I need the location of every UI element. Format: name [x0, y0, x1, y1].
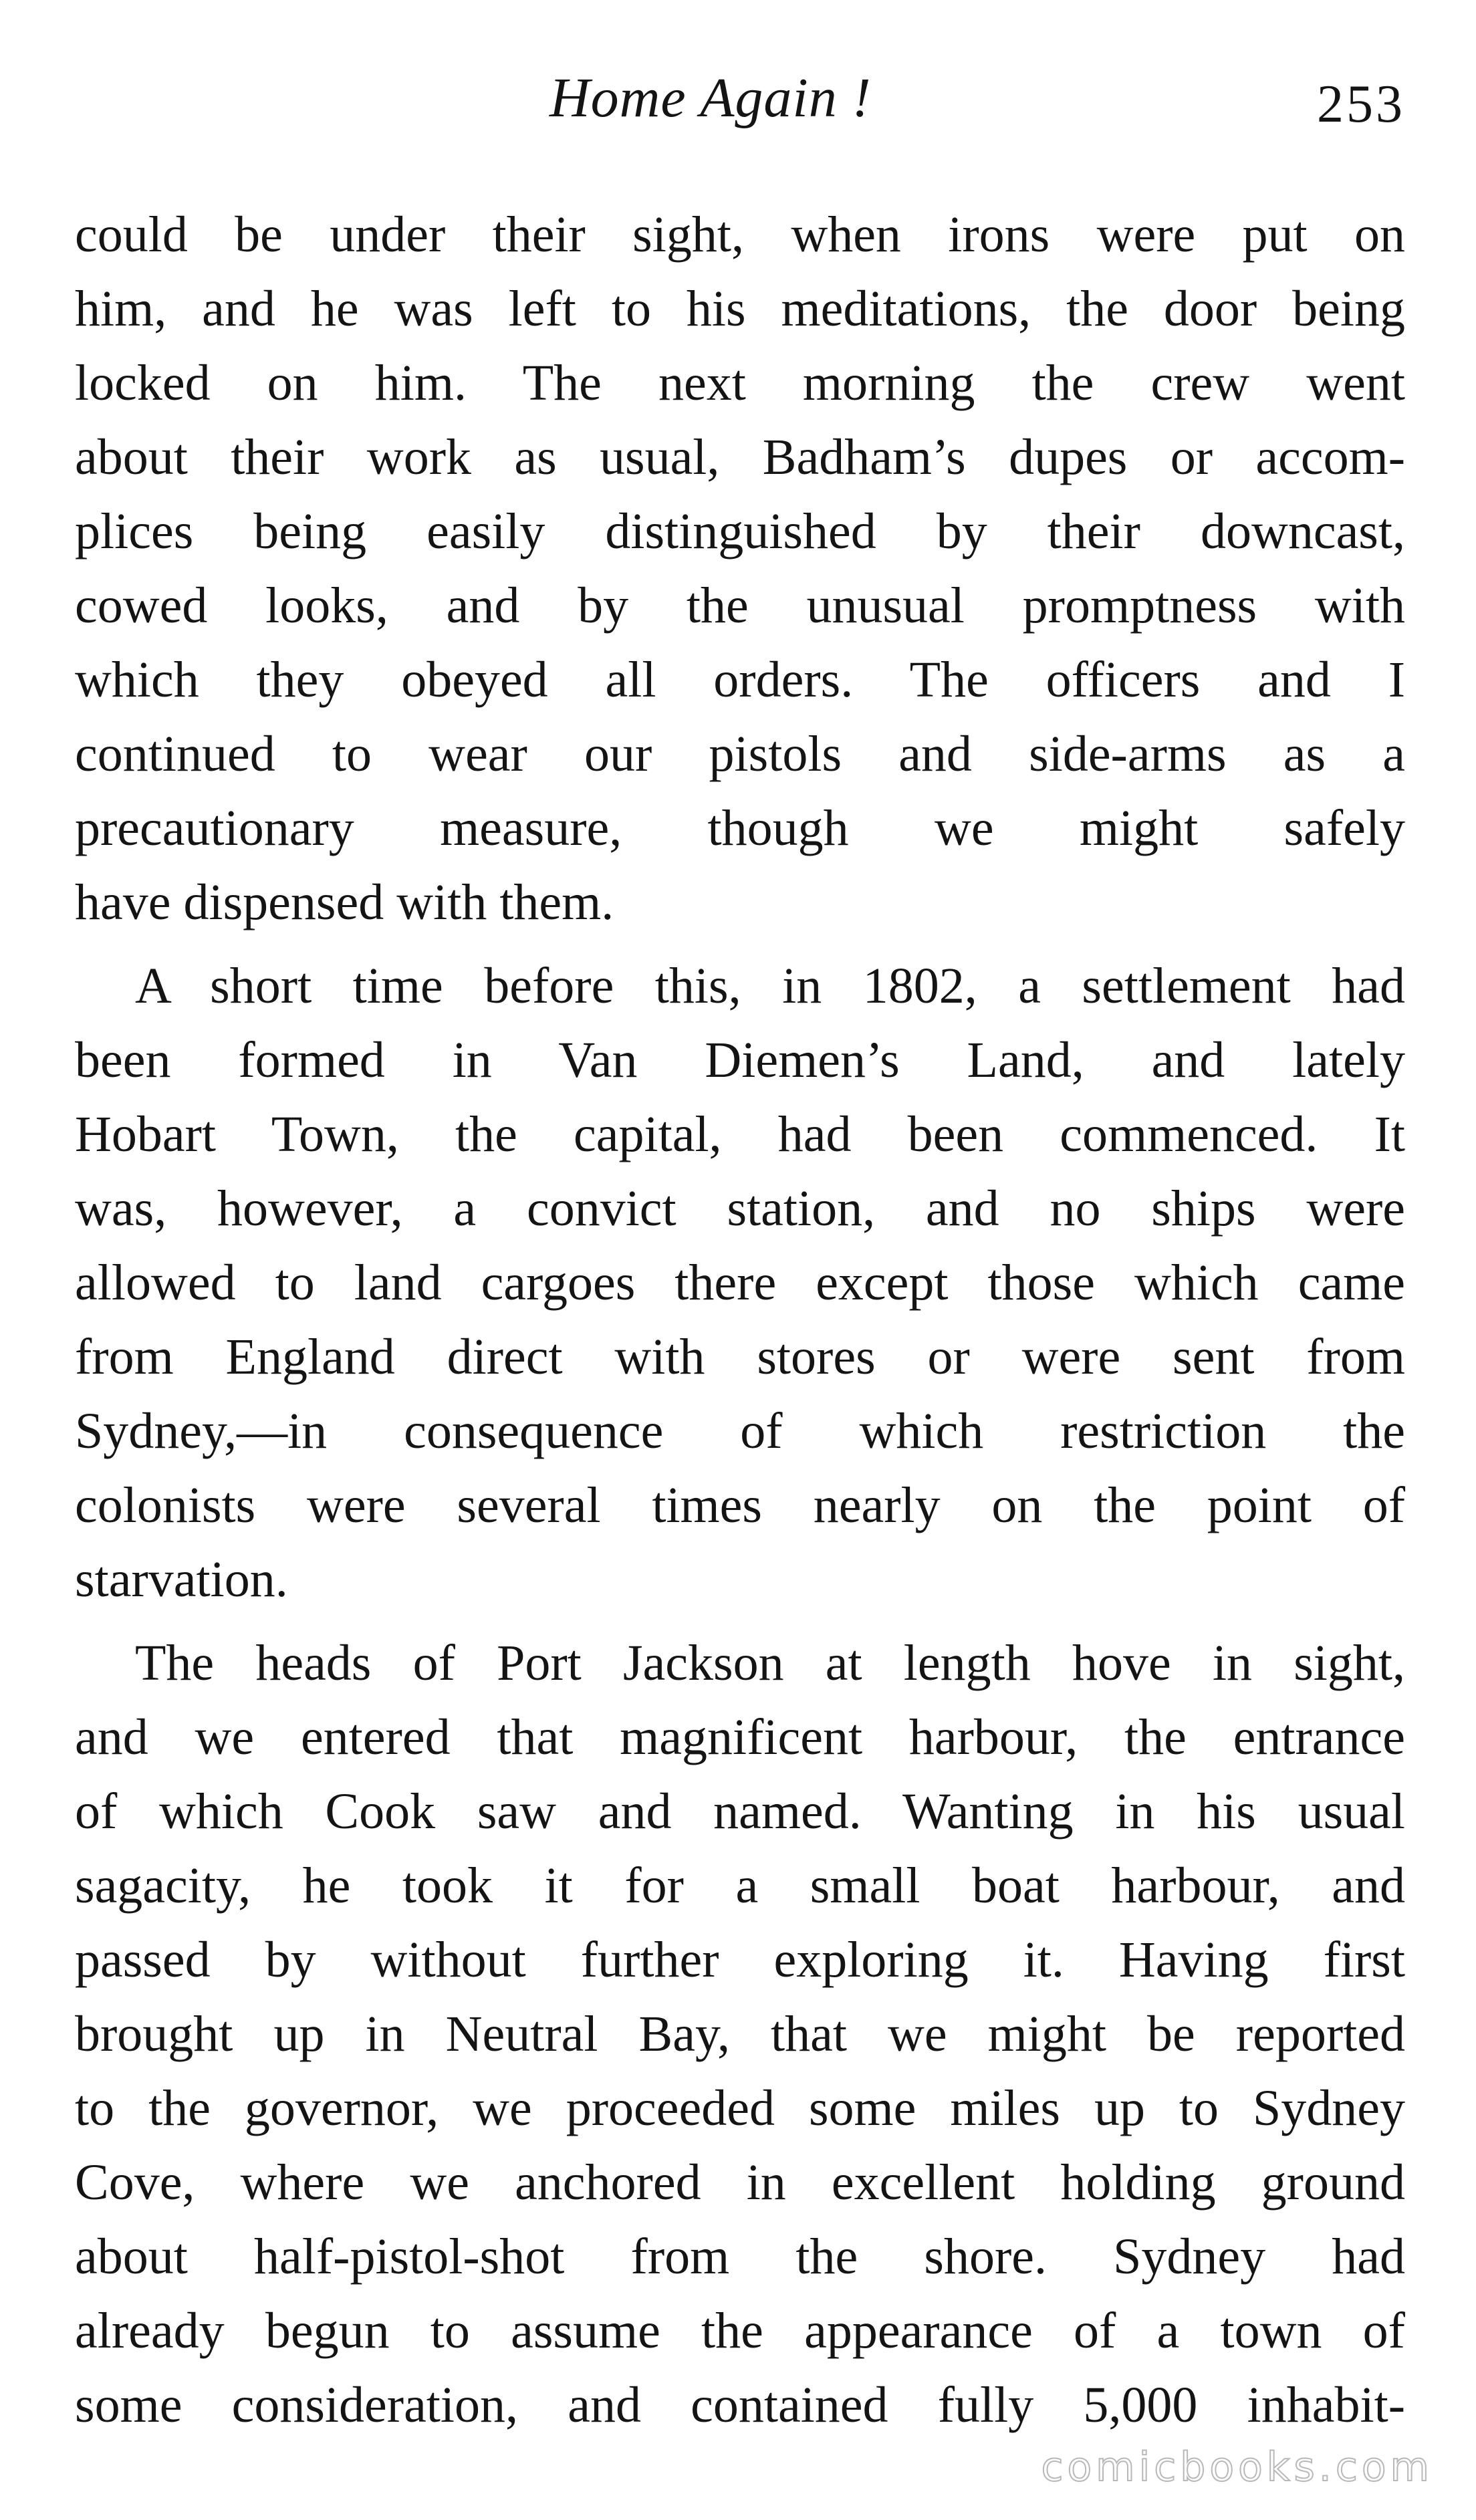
page-number: 253 — [1317, 75, 1405, 134]
text-line: The heads of Port Jackson at length hove in sight, — [135, 1635, 1405, 1691]
text-line: Sydney,—in consequence of which restriction the — [75, 1403, 1405, 1459]
text-line: already begun to assume the appearance of a town of — [75, 2303, 1405, 2359]
text-line: about half-pistol-shot from the shore. Sydney had — [75, 2229, 1405, 2285]
page-header — [74, 61, 1410, 155]
text-line: of which Cook saw and named. Wanting in his usual — [75, 1783, 1405, 1840]
text-line: about their work as usual, Badham’s dupes or accom- — [75, 429, 1405, 485]
text-line: Cove, where we anchored in excellent holding ground — [75, 2154, 1405, 2211]
text-line: to the governor, we proceeded some miles up to Sydney — [75, 2080, 1405, 2136]
running-title: Home Again ! — [549, 67, 872, 129]
body-text — [75, 198, 1405, 2442]
text-line: continued to wear our pistols and side-arms as a — [75, 726, 1405, 782]
text-line: passed by without further exploring it. Having first — [75, 1932, 1405, 1988]
paragraph-2 — [75, 949, 1405, 1617]
paragraph-1 — [75, 198, 1405, 940]
text-line: allowed to land cargoes there except those which came — [75, 1255, 1405, 1311]
text-line: some consideration, and contained fully 5,000 inhabit- — [75, 2377, 1405, 2433]
text-line: was, however, a convict station, and no ships were — [75, 1180, 1405, 1237]
text-line: have dispensed with them. — [75, 874, 614, 930]
text-line: could be under their sight, when irons were put on — [75, 207, 1405, 263]
paragraph-break — [75, 1617, 1405, 1626]
text-line: brought up in Neutral Bay, that we might be reported — [75, 2006, 1405, 2062]
text-line: him, and he was left to his meditations, the door being — [75, 281, 1405, 337]
paragraph-break — [75, 940, 1405, 949]
text-line: and we entered that magnificent harbour, the entrance — [75, 1709, 1405, 1765]
text-line: sagacity, he took it for a small boat harbour, and — [75, 1858, 1405, 1914]
text-line: A short time before this, in 1802, a settlement had — [135, 958, 1405, 1014]
text-line: which they obeyed all orders. The officers and I — [75, 652, 1405, 708]
text-line: precautionary measure, though we might safely — [75, 800, 1405, 856]
text-line: cowed looks, and by the unusual promptness with — [75, 578, 1405, 634]
text-line: starvation. — [75, 1551, 288, 1608]
text-line: colonists were several times nearly on the point of — [75, 1477, 1405, 1533]
text-line: locked on him. The next morning the crew went — [75, 355, 1405, 411]
watermark: comicbooks.com — [1041, 2444, 1433, 2491]
text-line: plices being easily distinguished by their downcast, — [75, 503, 1405, 559]
text-line: been formed in Van Diemen’s Land, and lately — [75, 1032, 1405, 1088]
text-line: from England direct with stores or were sent from — [75, 1329, 1405, 1385]
paragraph-3 — [75, 1626, 1405, 2442]
text-line: Hobart Town, the capital, had been commenced. It — [75, 1106, 1405, 1162]
